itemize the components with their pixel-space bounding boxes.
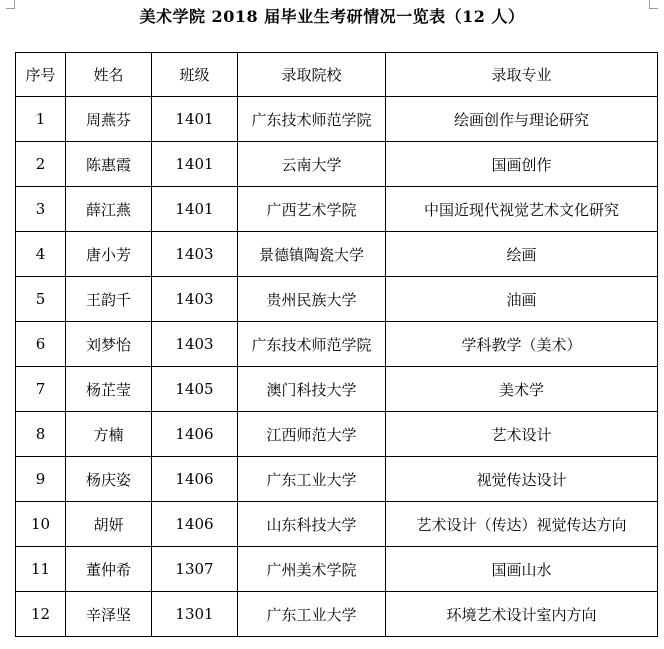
cell-name: 王韵千 xyxy=(66,277,152,322)
cell-school: 广东工业大学 xyxy=(238,457,386,502)
cell-class: 1403 xyxy=(152,277,238,322)
cell-major: 中国近现代视觉艺术文化研究 xyxy=(386,187,658,232)
cell-major: 艺术设计 xyxy=(386,412,658,457)
table-row xyxy=(16,367,658,412)
cell-class: 1406 xyxy=(152,502,238,547)
cell-major: 油画 xyxy=(386,277,658,322)
cell-major: 国画山水 xyxy=(386,547,658,592)
table-header-row xyxy=(16,53,658,97)
cell-number: 9 xyxy=(16,457,66,502)
cell-class: 1403 xyxy=(152,322,238,367)
cell-name: 唐小芳 xyxy=(66,232,152,277)
document-title: 美术学院 2018 届毕业生考研情况一览表（12 人） xyxy=(139,7,525,26)
cell-class: 1406 xyxy=(152,412,238,457)
table-row xyxy=(16,187,658,232)
cell-name: 陈惠霞 xyxy=(66,142,152,187)
cell-major: 学科教学（美术） xyxy=(386,322,658,367)
cell-school: 江西师范大学 xyxy=(238,412,386,457)
table-row xyxy=(16,502,658,547)
cell-name: 杨庆姿 xyxy=(66,457,152,502)
header-name: 姓名 xyxy=(66,53,152,97)
cell-name: 刘梦怡 xyxy=(66,322,152,367)
cell-name: 杨芷莹 xyxy=(66,367,152,412)
cell-class: 1401 xyxy=(152,142,238,187)
table-row xyxy=(16,412,658,457)
cell-name: 辛泽坚 xyxy=(66,592,152,637)
table-row xyxy=(16,142,658,187)
cell-class: 1401 xyxy=(152,97,238,142)
table-row xyxy=(16,277,658,322)
table-row xyxy=(16,322,658,367)
cell-class: 1301 xyxy=(152,592,238,637)
cell-major: 环境艺术设计室内方向 xyxy=(386,592,658,637)
cell-number: 11 xyxy=(16,547,66,592)
cell-major: 艺术设计（传达）视觉传达方向 xyxy=(386,502,658,547)
cell-school: 云南大学 xyxy=(238,142,386,187)
cell-school: 广东技术师范学院 xyxy=(238,322,386,367)
cell-number: 7 xyxy=(16,367,66,412)
cell-school: 广西艺术学院 xyxy=(238,187,386,232)
cell-number: 6 xyxy=(16,322,66,367)
cell-class: 1307 xyxy=(152,547,238,592)
cell-name: 周燕芬 xyxy=(66,97,152,142)
table-row xyxy=(16,97,658,142)
header-admitted-major: 录取专业 xyxy=(386,53,658,97)
graduate-admissions-table xyxy=(15,52,658,637)
cell-school: 山东科技大学 xyxy=(238,502,386,547)
cell-name: 方楠 xyxy=(66,412,152,457)
cell-school: 贵州民族大学 xyxy=(238,277,386,322)
cell-class: 1406 xyxy=(152,457,238,502)
header-class: 班级 xyxy=(152,53,238,97)
cell-number: 2 xyxy=(16,142,66,187)
header-number: 序号 xyxy=(16,53,66,97)
table-row xyxy=(16,547,658,592)
cell-school: 澳门科技大学 xyxy=(238,367,386,412)
cell-number: 10 xyxy=(16,502,66,547)
cell-number: 8 xyxy=(16,412,66,457)
header-admitted-school: 录取院校 xyxy=(238,53,386,97)
cell-class: 1405 xyxy=(152,367,238,412)
cell-name: 薛江燕 xyxy=(66,187,152,232)
cell-major: 视觉传达设计 xyxy=(386,457,658,502)
cell-school: 景德镇陶瓷大学 xyxy=(238,232,386,277)
cell-school: 广东技术师范学院 xyxy=(238,97,386,142)
cell-name: 胡妍 xyxy=(66,502,152,547)
cell-number: 3 xyxy=(16,187,66,232)
cell-major: 国画创作 xyxy=(386,142,658,187)
cell-number: 1 xyxy=(16,97,66,142)
cell-school: 广东工业大学 xyxy=(238,592,386,637)
cell-number: 5 xyxy=(16,277,66,322)
table-row xyxy=(16,457,658,502)
cell-class: 1401 xyxy=(152,187,238,232)
table-row xyxy=(16,232,658,277)
cell-number: 4 xyxy=(16,232,66,277)
cell-major: 绘画 xyxy=(386,232,658,277)
cell-school: 广州美术学院 xyxy=(238,547,386,592)
cell-class: 1403 xyxy=(152,232,238,277)
cell-major: 美术学 xyxy=(386,367,658,412)
table-row xyxy=(16,592,658,637)
cell-name: 董仲希 xyxy=(66,547,152,592)
cell-number: 12 xyxy=(16,592,66,637)
cell-major: 绘画创作与理论研究 xyxy=(386,97,658,142)
